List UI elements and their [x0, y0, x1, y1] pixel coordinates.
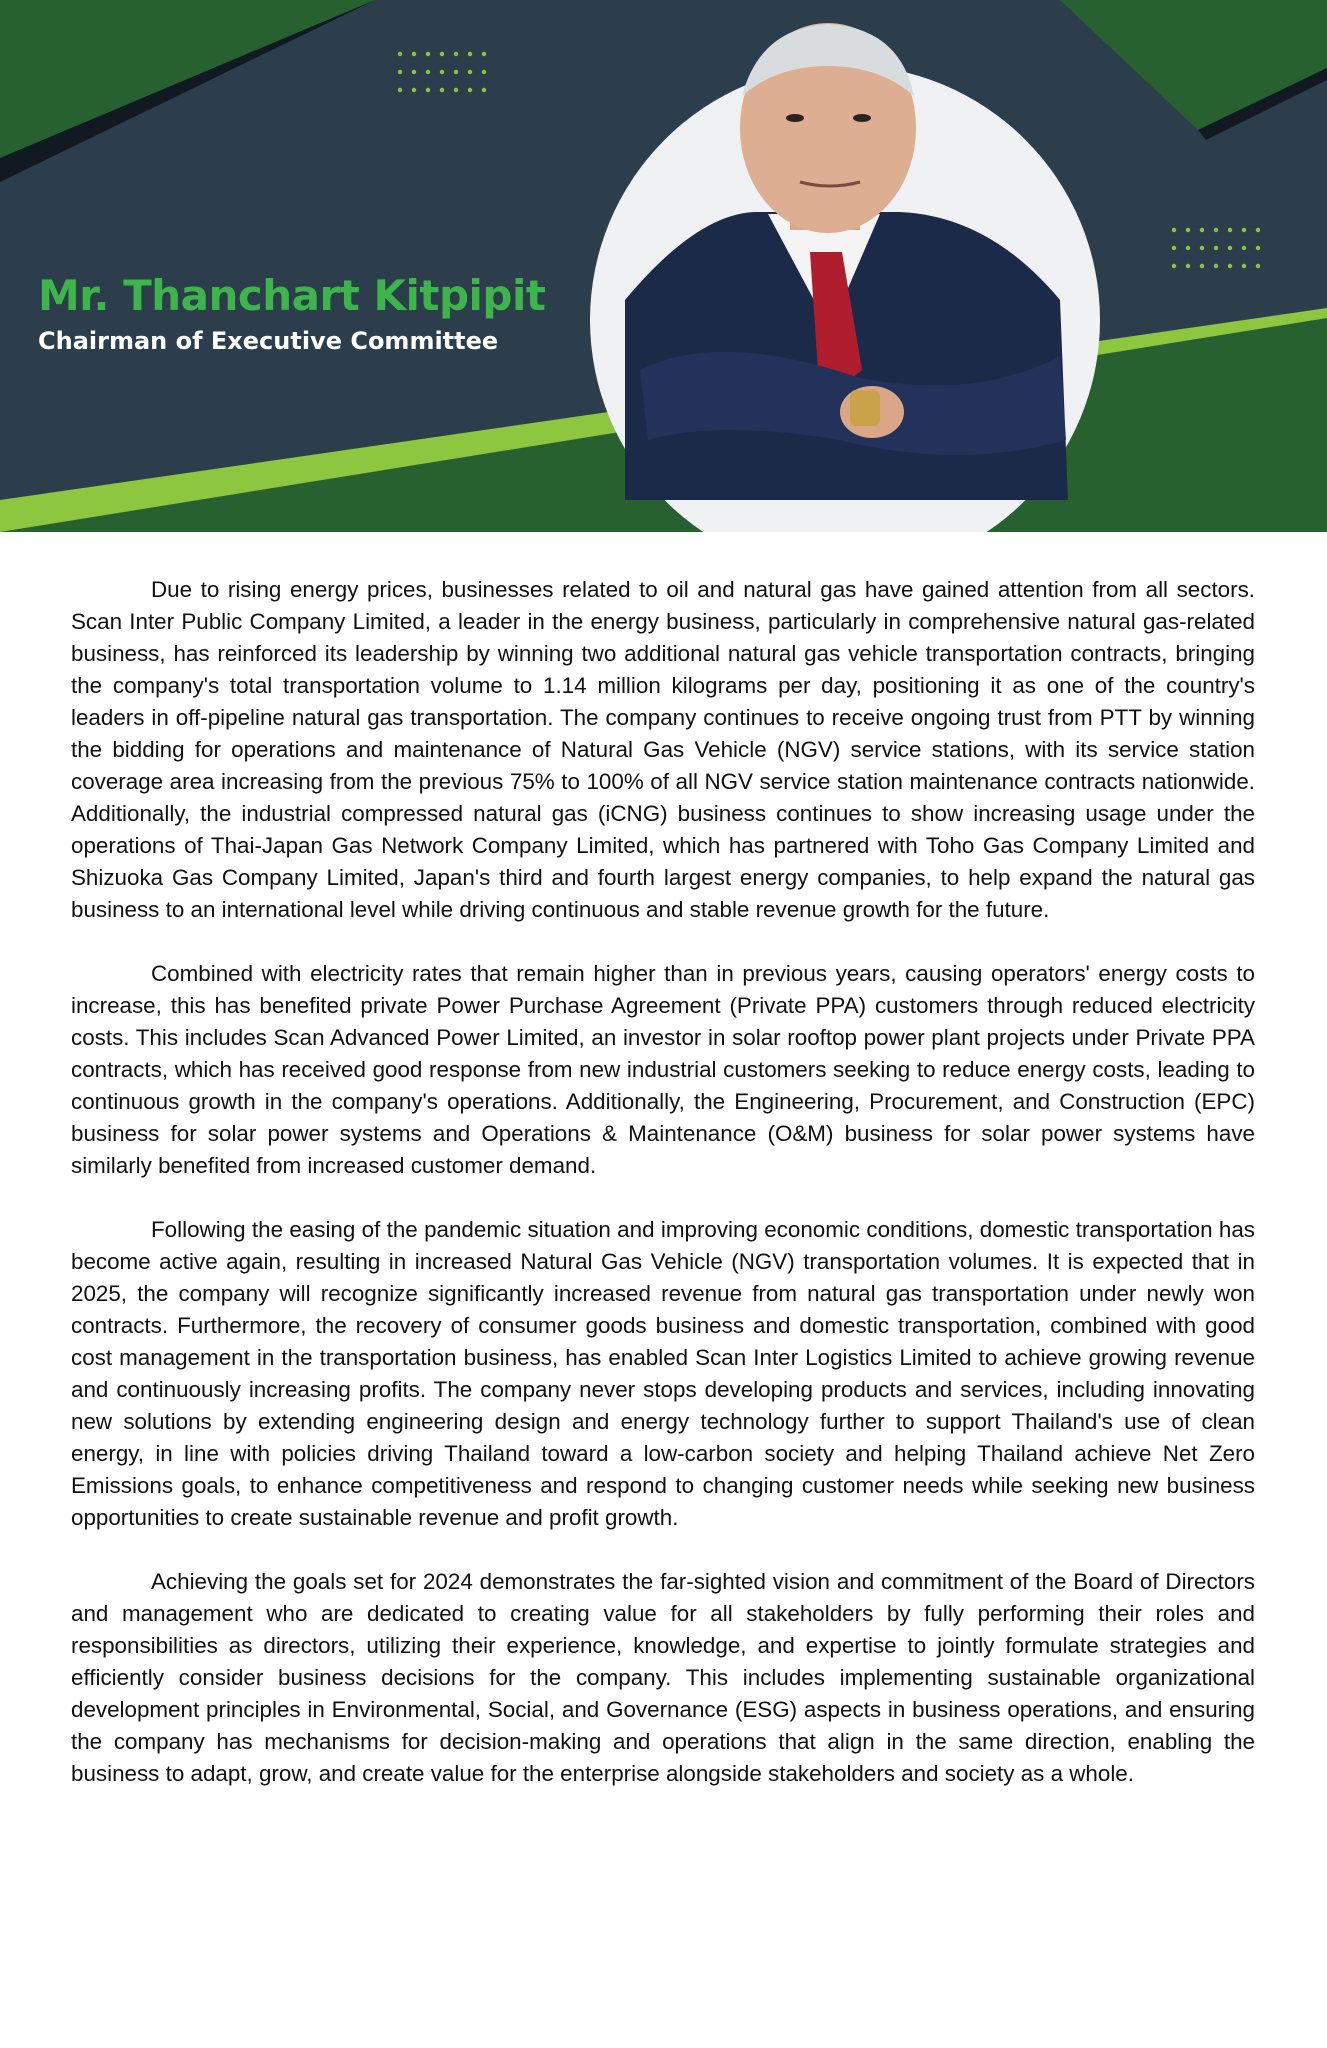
paragraph-4: Achieving the goals set for 2024 demonstrates the far-sighted vision and commitment of the Board of Directors and management who are dedicated to creating value for all stakeholders by fully performing their roles and responsibilities as directors, utilizing their experience, knowledge, and expertise to jointly formulate strategies and efficiently consider business decisions for the company. This includes implementing sustainable organizational development principles in Environmental, Social, and Governance (ESG) aspects in business operations, and ensuring the company has mechanisms for decision-making and operations that align in the same direction, enabling the business to adapt, grow, and create value for the enterprise alongside stakeholders and society as a whole.	[71, 1569, 1255, 1786]
name-block	[38, 270, 545, 358]
paragraph-1: Due to rising energy prices, businesses related to oil and natural gas have gained attention from all sectors. Scan Inter Public Company Limited, a leader in the energy business, particularly in comprehensive natural gas-related business, has reinforced its leadership by winning two additional natural gas vehicle transportation contracts, bringing the company's total transportation volume to 1.14 million kilograms per day, positioning it as one of the country's leaders in off-pipeline natural gas transportation. The company continues to receive ongoing trust from PTT by winning the bidding for operations and maintenance of Natural Gas Vehicle (NGV) service stations, with its service station coverage area increasing from the previous 75% to 100% of all NGV service station maintenance contracts nationwide. Additionally, the industrial compressed natural gas (iCNG) business continues to show increasing usage under the operations of Thai-Japan Gas Network Company Limited, which has partnered with Toho Gas Company Limited and Shizuoka Gas Company Limited, Japan's third and fourth largest energy companies, to help expand the natural gas business to an international level while driving continuous and stable revenue growth for the future.	[71, 577, 1255, 922]
banner-background	[0, 0, 1327, 532]
person-name: Mr. Thanchart Kitpipit	[38, 271, 546, 320]
person-title: Chairman of Executive Committee	[38, 327, 499, 355]
paragraph-3: Following the easing of the pandemic situation and improving economic conditions, domestic transportation has become active again, resulting in increased Natural Gas Vehicle (NGV) transportation volumes. It is expected that in 2025, the company will recognize significantly increased revenue from natural gas transportation under newly won contracts. Furthermore, the recovery of consumer goods business and domestic transportation, combined with good cost management in the transportation business, has enabled Scan Inter Logistics Limited to achieve growing revenue and continuously increasing profits. The company never stops developing products and services, including innovating new solutions by extending engineering design and energy technology further to support Thailand's use of clean energy, in line with policies driving Thailand toward a low-carbon society and helping Thailand achieve Net Zero Emissions goals, to enhance competitiveness and respond to changing customer needs while seeking new business opportunities to create sustainable revenue and profit growth.	[71, 1217, 1255, 1530]
paragraph-2: Combined with electricity rates that remain higher than in previous years, causing operators' energy costs to increase, this has benefited private Power Purchase Agreement (Private PPA) customers through reduced electricity costs. This includes Scan Advanced Power Limited, an investor in solar rooftop power plant projects under Private PPA contracts, which has received good response from new industrial customers seeking to reduce energy costs, leading to continuous growth in the company's operations. Additionally, the Engineering, Procurement, and Construction (EPC) business for solar power systems and Operations & Maintenance (O&M) business for solar power systems have similarly benefited from increased customer demand.	[71, 961, 1255, 1178]
message-body	[71, 574, 1255, 1822]
header-banner	[0, 0, 1327, 532]
